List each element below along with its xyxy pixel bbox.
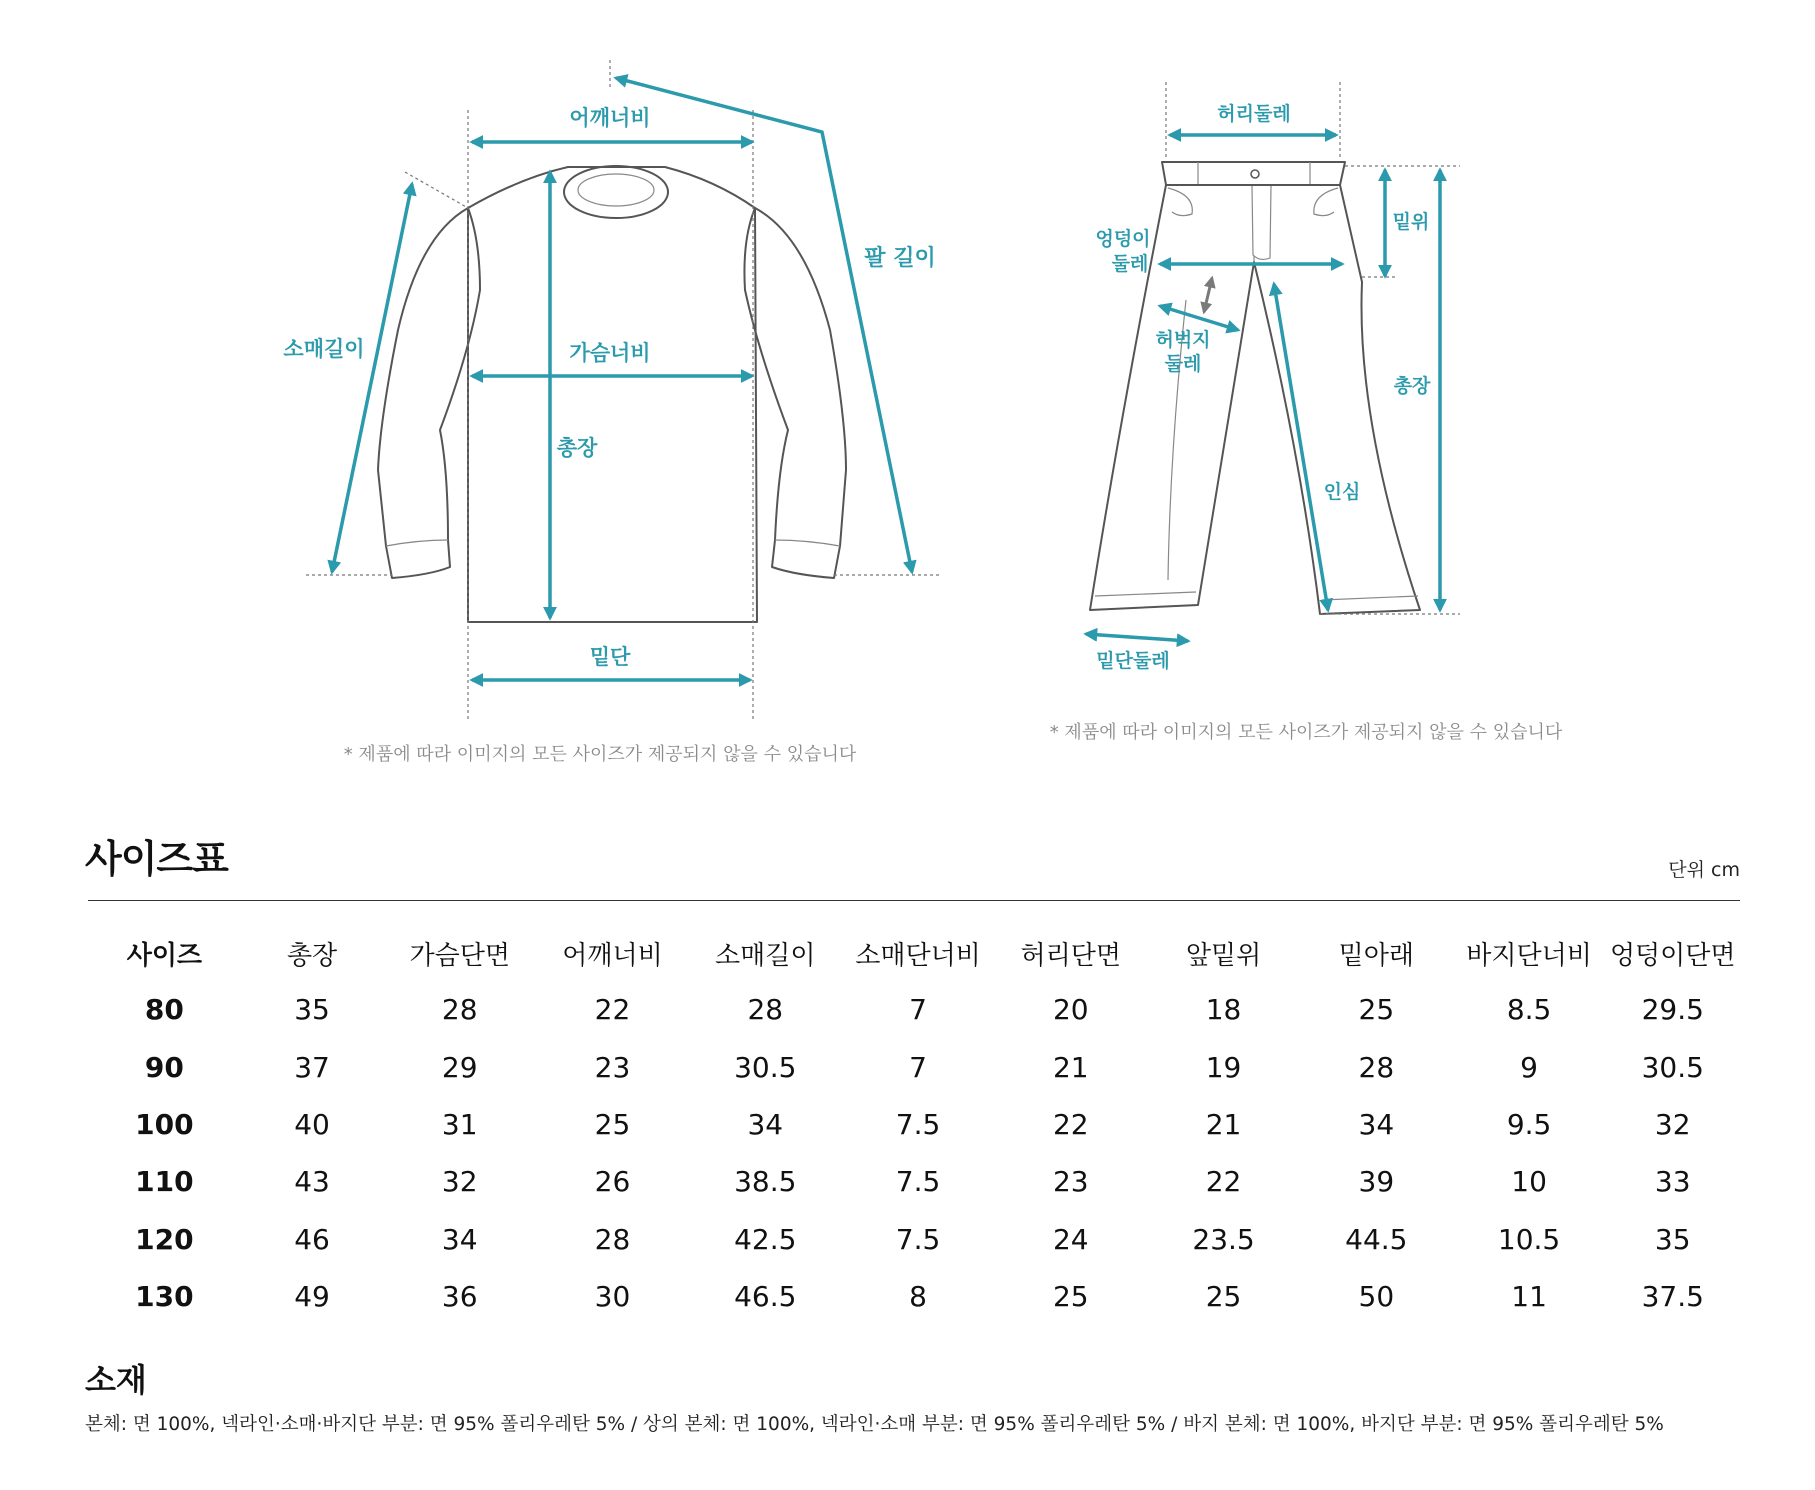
value-cell: 34 bbox=[441, 1222, 478, 1256]
shirt-arrows bbox=[332, 78, 912, 680]
value-cell: 30 bbox=[594, 1280, 631, 1314]
value-cell: 25 bbox=[1205, 1280, 1242, 1314]
value-cell: 25 bbox=[1358, 993, 1395, 1027]
table-header-row bbox=[88, 925, 1740, 981]
thigh-label-1: 허벅지 bbox=[1155, 329, 1211, 351]
header-cell: 총장 bbox=[286, 940, 338, 971]
header-cell: 소매길이 bbox=[715, 940, 816, 971]
table-body bbox=[88, 981, 1740, 1325]
header-cell: 엉덩이단면 bbox=[1609, 940, 1736, 971]
value-cell: 8 bbox=[909, 1280, 927, 1314]
value-cell: 28 bbox=[747, 993, 784, 1027]
value-cell: 43 bbox=[294, 1165, 330, 1199]
value-cell: 7 bbox=[909, 993, 927, 1027]
size-cell: 90 bbox=[144, 1050, 184, 1084]
size-chart-title: 사이즈표 bbox=[85, 837, 228, 881]
arm-length-label: 팔 길이 bbox=[864, 246, 936, 271]
value-cell: 36 bbox=[441, 1280, 478, 1314]
value-cell: 23 bbox=[1052, 1165, 1089, 1199]
header-cell: 사이즈 bbox=[126, 940, 203, 971]
pants-note: * 제품에 따라 이미지의 모든 사이즈가 제공되지 않을 수 있습니다 bbox=[1049, 722, 1563, 743]
value-cell: 44.5 bbox=[1345, 1222, 1408, 1256]
value-cell: 35 bbox=[1654, 1222, 1691, 1256]
value-cell: 34 bbox=[747, 1107, 784, 1141]
value-cell: 28 bbox=[594, 1222, 631, 1256]
value-cell: 29 bbox=[441, 1050, 478, 1084]
value-cell: 28 bbox=[1358, 1050, 1395, 1084]
value-cell: 23 bbox=[594, 1050, 631, 1084]
table-row bbox=[88, 1038, 1740, 1095]
value-cell: 30.5 bbox=[1641, 1050, 1704, 1084]
inseam-label: 인심 bbox=[1323, 481, 1361, 503]
table-row bbox=[88, 1153, 1740, 1210]
header-cell: 밑아래 bbox=[1338, 940, 1414, 971]
sleeve-length-label: 소매길이 bbox=[283, 337, 365, 361]
value-cell: 42.5 bbox=[734, 1222, 797, 1256]
value-cell: 40 bbox=[294, 1107, 330, 1141]
value-cell: 38.5 bbox=[734, 1165, 797, 1199]
value-cell: 22 bbox=[594, 993, 631, 1027]
rise-label: 밑위 bbox=[1392, 211, 1430, 233]
value-cell: 37 bbox=[294, 1050, 330, 1084]
value-cell: 31 bbox=[441, 1107, 478, 1141]
header-cell: 바지단너비 bbox=[1466, 940, 1592, 971]
table-row bbox=[88, 1211, 1740, 1268]
value-cell: 11 bbox=[1511, 1280, 1547, 1314]
value-cell: 10.5 bbox=[1497, 1222, 1561, 1256]
value-cell: 32 bbox=[1654, 1107, 1691, 1141]
header-cell: 가슴단면 bbox=[409, 940, 510, 971]
value-cell: 50 bbox=[1358, 1280, 1395, 1314]
size-cell: 120 bbox=[135, 1222, 194, 1256]
title-divider bbox=[88, 900, 1740, 901]
shirt-illustration bbox=[378, 166, 846, 622]
value-cell: 8.5 bbox=[1506, 993, 1552, 1027]
waist-label: 허리둘레 bbox=[1217, 103, 1291, 125]
hem-circ-label: 밑단둘레 bbox=[1096, 650, 1170, 672]
value-cell: 7.5 bbox=[895, 1222, 941, 1256]
shoulder-label: 어깨너비 bbox=[569, 106, 651, 130]
table-row bbox=[88, 1268, 1740, 1325]
value-cell: 28 bbox=[441, 993, 478, 1027]
value-cell: 29.5 bbox=[1641, 993, 1704, 1027]
value-cell: 46.5 bbox=[734, 1280, 797, 1314]
crotch-arrow bbox=[1204, 278, 1212, 312]
value-cell: 33 bbox=[1654, 1165, 1691, 1199]
size-cell: 110 bbox=[135, 1165, 194, 1199]
value-cell: 9 bbox=[1520, 1050, 1538, 1084]
value-cell: 23.5 bbox=[1192, 1222, 1255, 1256]
value-cell: 25 bbox=[594, 1107, 631, 1141]
size-table bbox=[88, 925, 1740, 1325]
value-cell: 35 bbox=[294, 993, 330, 1027]
value-cell: 19 bbox=[1205, 1050, 1242, 1084]
value-cell: 9.5 bbox=[1506, 1107, 1552, 1141]
shirt-note: * 제품에 따라 이미지의 모든 사이즈가 제공되지 않을 수 있습니다 bbox=[343, 744, 857, 765]
value-cell: 7.5 bbox=[895, 1165, 941, 1199]
value-cell: 34 bbox=[1358, 1107, 1395, 1141]
value-cell: 22 bbox=[1205, 1165, 1242, 1199]
size-cell: 80 bbox=[144, 993, 184, 1027]
unit-label: 단위 cm bbox=[1668, 859, 1740, 881]
value-cell: 21 bbox=[1052, 1050, 1089, 1084]
value-cell: 39 bbox=[1358, 1165, 1395, 1199]
value-cell: 49 bbox=[294, 1280, 330, 1314]
pants-length-label: 총장 bbox=[1393, 375, 1431, 397]
value-cell: 26 bbox=[594, 1165, 631, 1199]
length-label: 총장 bbox=[556, 436, 598, 460]
value-cell: 32 bbox=[441, 1165, 478, 1199]
value-cell: 22 bbox=[1052, 1107, 1089, 1141]
thigh-label-2: 둘레 bbox=[1164, 353, 1202, 375]
table-row bbox=[88, 1096, 1740, 1153]
value-cell: 24 bbox=[1052, 1222, 1089, 1256]
value-cell: 46 bbox=[294, 1222, 330, 1256]
inseam-arrow bbox=[1274, 284, 1328, 610]
size-cell: 100 bbox=[135, 1107, 194, 1141]
value-cell: 30.5 bbox=[734, 1050, 797, 1084]
size-cell: 130 bbox=[135, 1280, 194, 1314]
hip-label-1: 엉덩이 bbox=[1095, 228, 1151, 250]
header-cell: 허리단면 bbox=[1020, 940, 1122, 971]
value-cell: 7.5 bbox=[895, 1107, 941, 1141]
pants-arrows bbox=[1086, 135, 1440, 641]
value-cell: 7 bbox=[909, 1050, 927, 1084]
thigh-arrow bbox=[1160, 306, 1238, 330]
table-row bbox=[88, 981, 1740, 1038]
value-cell: 37.5 bbox=[1641, 1280, 1704, 1314]
hem-label: 밑단 bbox=[589, 645, 631, 669]
sleeve-length-arrow bbox=[332, 184, 412, 572]
header-cell: 소매단너비 bbox=[855, 940, 981, 971]
value-cell: 21 bbox=[1205, 1107, 1242, 1141]
value-cell: 10 bbox=[1511, 1165, 1547, 1199]
value-cell: 20 bbox=[1052, 993, 1089, 1027]
value-cell: 25 bbox=[1052, 1280, 1089, 1314]
arm-length-arrow bbox=[616, 78, 912, 572]
pants-labels bbox=[1050, 102, 1563, 743]
material-text: 본체: 면 100%, 넥라인·소매·바지단 부분: 면 95% 폴리우레탄 5% / 상의 본체: 면 100%, 넥라인·소매 부분: 면 95% 폴리우레탄 5% / 바지 본체: 면 100%, 바지단 부분: 면 95% 폴리우레탄 5% bbox=[85, 1414, 1664, 1435]
hip-label-2: 둘레 bbox=[1111, 253, 1149, 275]
material-title: 소재 bbox=[85, 1361, 147, 1399]
value-cell: 18 bbox=[1205, 993, 1242, 1027]
header-cell: 어깨너비 bbox=[562, 940, 663, 971]
header-cell: 앞밑위 bbox=[1185, 940, 1262, 971]
chest-label: 가슴너비 bbox=[569, 341, 651, 365]
hem-circ-arrow bbox=[1086, 634, 1188, 641]
